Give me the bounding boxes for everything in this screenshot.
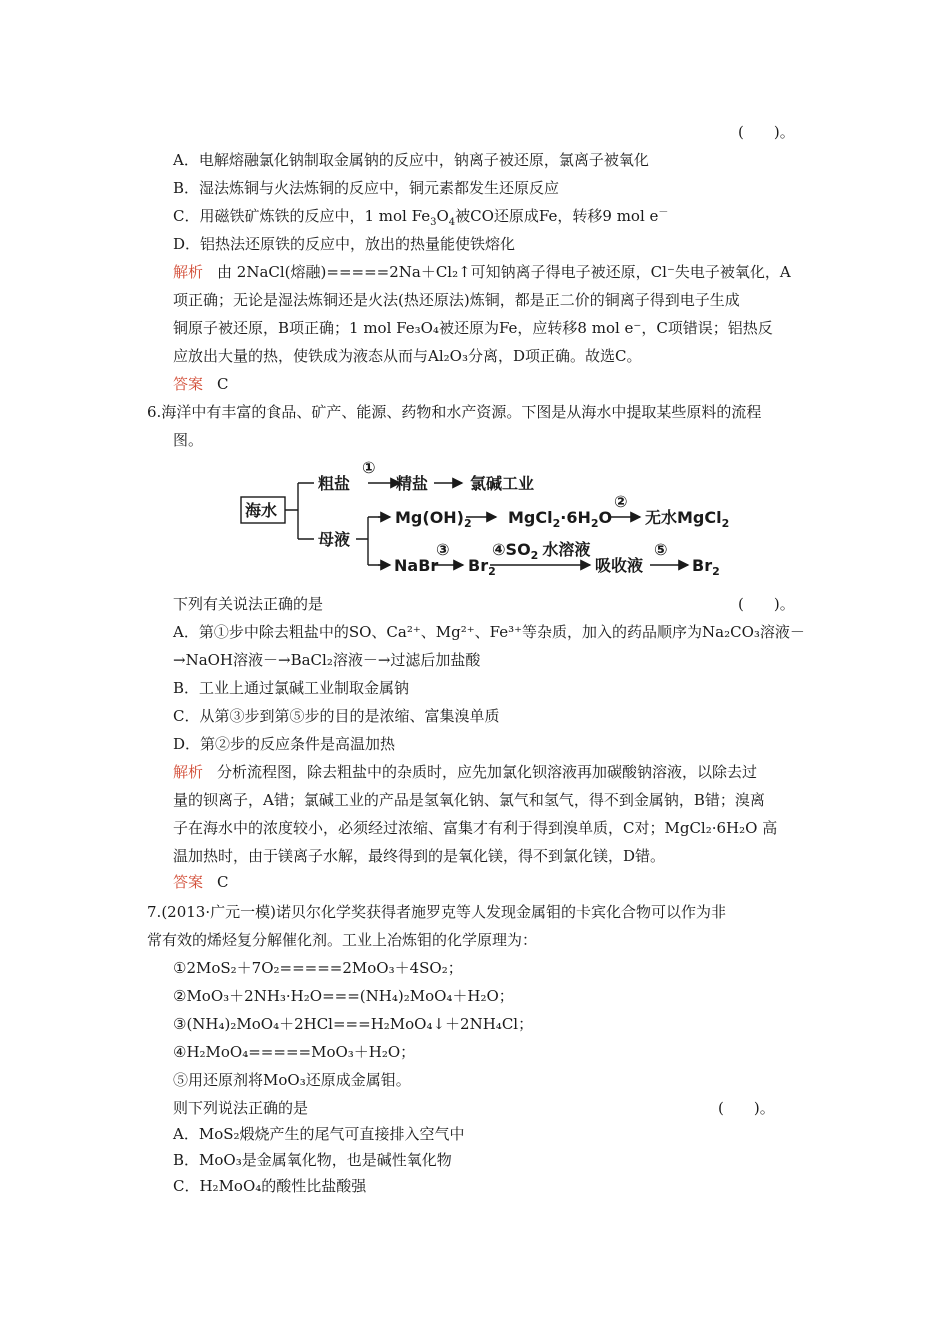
- step2-label: ②: [614, 492, 628, 511]
- q6-analysis-line4: 温加热时，由于镁离子水解，最终得到的是氧化镁，得不到氯化镁，D错。: [173, 847, 666, 865]
- mgcl2-hydrate-label: $MgCl_2\cdot 6H_2O$: [508, 508, 613, 530]
- q7-answer-paren: ( )。: [718, 1099, 775, 1117]
- analysis-label: 解析: [173, 263, 204, 281]
- q5-option-d: D．铝热法还原铁的反应中，放出的热量能使铁熔化: [173, 235, 516, 253]
- q5-option-c-o: O: [436, 207, 449, 225]
- q7-option-c: C．H₂MoO₄的酸性比盐酸强: [173, 1177, 367, 1195]
- q7-option-a: A．MoS₂煅烧产生的尾气可直接排入空气中: [173, 1125, 465, 1143]
- q6-analysis-line2: 量的钡离子，A错；氯碱工业的产品是氢氧化钠、氯气和氢气，得不到金属钠，B错；溴离: [173, 791, 765, 809]
- chlor-alkali-label: 氯碱工业: [470, 474, 535, 493]
- seawater-flow-diagram: [238, 455, 758, 595]
- q5-option-c: C．用磁铁矿炼铁的反应中，1 mol $Fe_3O_4$被CO还原成Fe，转移9 mol e－: [173, 207, 669, 228]
- q5-analysis-text1: 由 2NaCl(熔融)=====2Na＋Cl₂↑可知钠离子得电子被还原，Cl⁻失电子被氧化，A: [217, 263, 791, 281]
- step3-label: ③: [436, 540, 450, 559]
- q6-option-a-line2: →NaOH溶液－→BaCl₂溶液－→过滤后加盐酸: [173, 651, 481, 669]
- q5-analysis-line3: 铜原子被还原，B项正确；1 mol Fe₃O₄被还原为Fe，应转移8 mol e⁻，C项错误；铝热反: [173, 319, 773, 337]
- mgoh2-label: $Mg(OH)_2$: [395, 508, 472, 530]
- q7-option-b: B．MoO₃是金属氧化物，也是碱性氧化物: [173, 1151, 452, 1169]
- step1-label: ①: [362, 458, 376, 477]
- q6-stem-line1: [147, 402, 761, 422]
- q5-option-c-pre: C．用磁铁矿炼铁的反应中，1 mol Fe: [173, 207, 431, 225]
- q5-option-c-post: 被CO还原成Fe，转移9 mol e: [455, 207, 659, 225]
- answer-label: 答案: [173, 375, 204, 393]
- br2-label-b: $Br_2$: [692, 556, 720, 578]
- q6-answer-value: C: [217, 873, 229, 891]
- step5-label: ⑤: [654, 540, 668, 559]
- q7-reaction-3: ③(NH₄)₂MoO₄＋2HCl===H₂MoO₄↓＋2NH₄Cl；: [173, 1015, 534, 1033]
- mother-liquor-label: 母液: [318, 530, 351, 549]
- q6-number: 6.: [147, 403, 162, 421]
- q7-reaction-5: ⑤用还原剂将MoO₃还原成金属钼。: [173, 1071, 411, 1089]
- q6-option-b: B．工业上通过氯碱工业制取金属钠: [173, 679, 410, 697]
- q5-analysis-line1: [173, 262, 791, 282]
- q5-answer-paren: ( )。: [738, 123, 795, 141]
- nabr-label: NaBr: [394, 556, 439, 575]
- q6-stem-text: 海洋中有丰富的食品、矿产、能源、药物和水产资源。下图是从海水中提取某些原料的流程: [161, 403, 762, 421]
- q7-reaction-2: ②MoO₃＋2NH₃·H₂O===(NH₄)₂MoO₄＋H₂O；: [173, 987, 514, 1005]
- q7-question: 则下列说法正确的是: [173, 1099, 309, 1117]
- crude-salt-label: 粗盐: [318, 474, 351, 493]
- q6-answer-line: [173, 872, 229, 892]
- q7-stem-line1: [147, 902, 726, 922]
- analysis-label: 解析: [173, 763, 204, 781]
- seawater-label: 海水: [245, 501, 278, 520]
- q5-option-b: B．湿法炼铜与火法炼铜的反应中，铜元素都发生还原反应: [173, 179, 560, 197]
- q6-question: 下列有关说法正确的是: [173, 595, 324, 613]
- q5-analysis-line2: 项正确；无论是湿法炼铜还是火法(热还原法)炼铜，都是正二价的铜离子得到电子生成: [173, 291, 740, 309]
- q5-option-a: A．电解熔融氯化钠制取金属钠的反应中，钠离子被还原，氯离子被氧化: [173, 151, 649, 169]
- absorb-liquid-label: 吸收液: [595, 556, 644, 575]
- q6-answer-paren: ( )。: [738, 595, 795, 613]
- q7-stem-text: (2013·广元一模)诺贝尔化学奖获得者施罗克等人发现金属钼的卡宾化合物可以作为非: [161, 903, 726, 921]
- step4-label: $④SO_2$ 水溶液: [492, 540, 591, 562]
- seawater-branch-lines: [285, 483, 314, 539]
- q6-option-d: D．第②步的反应条件是高温加热: [173, 735, 396, 753]
- q7-reaction-4: ④H₂MoO₄=====MoO₃＋H₂O；: [173, 1043, 416, 1061]
- q7-reaction-1: ①2MoS₂＋7O₂=====2MoO₃＋4SO₂；: [173, 959, 463, 977]
- q6-stem-line2: 图。: [173, 431, 204, 449]
- q5-answer-value: C: [217, 375, 229, 393]
- mother-liquor-branch-lines: [356, 517, 388, 565]
- q6-analysis-text1: 分析流程图，除去粗盐中的杂质时，应先加氯化钡溶液再加碳酸钠溶液，以除去过: [217, 763, 758, 781]
- q6-option-c: C．从第③步到第⑤步的目的是浓缩、富集溴单质: [173, 707, 500, 725]
- q6-analysis-line3: 子在海水中的浓度较小，必须经过浓缩、富集才有利于得到溴单质，C对；MgCl₂·6H₂O 高: [173, 819, 778, 837]
- q6-analysis-line1: [173, 762, 757, 782]
- answer-label: 答案: [173, 873, 204, 891]
- q7-number: 7.: [147, 903, 162, 921]
- q5-analysis-line4: 应放出大量的热，使铁成为液态从而与Al₂O₃分离，D项正确。故选C。: [173, 347, 642, 365]
- q6-option-a-line1: A．第①步中除去粗盐中的SO、Ca²⁺、Mg²⁺、Fe³⁺等杂质，加入的药品顺序为Na₂CO₃溶液－: [173, 623, 805, 641]
- anhydrous-mgcl2-label: 无水MgCl$_2$: [645, 508, 730, 530]
- refined-salt-label: 精盐: [396, 474, 429, 493]
- br2-label-a: $Br_2$: [468, 556, 496, 578]
- q7-stem-line2: 常有效的烯烃复分解催化剂。工业上冶炼钼的化学原理为：: [147, 931, 538, 949]
- q5-answer-line: [173, 374, 229, 394]
